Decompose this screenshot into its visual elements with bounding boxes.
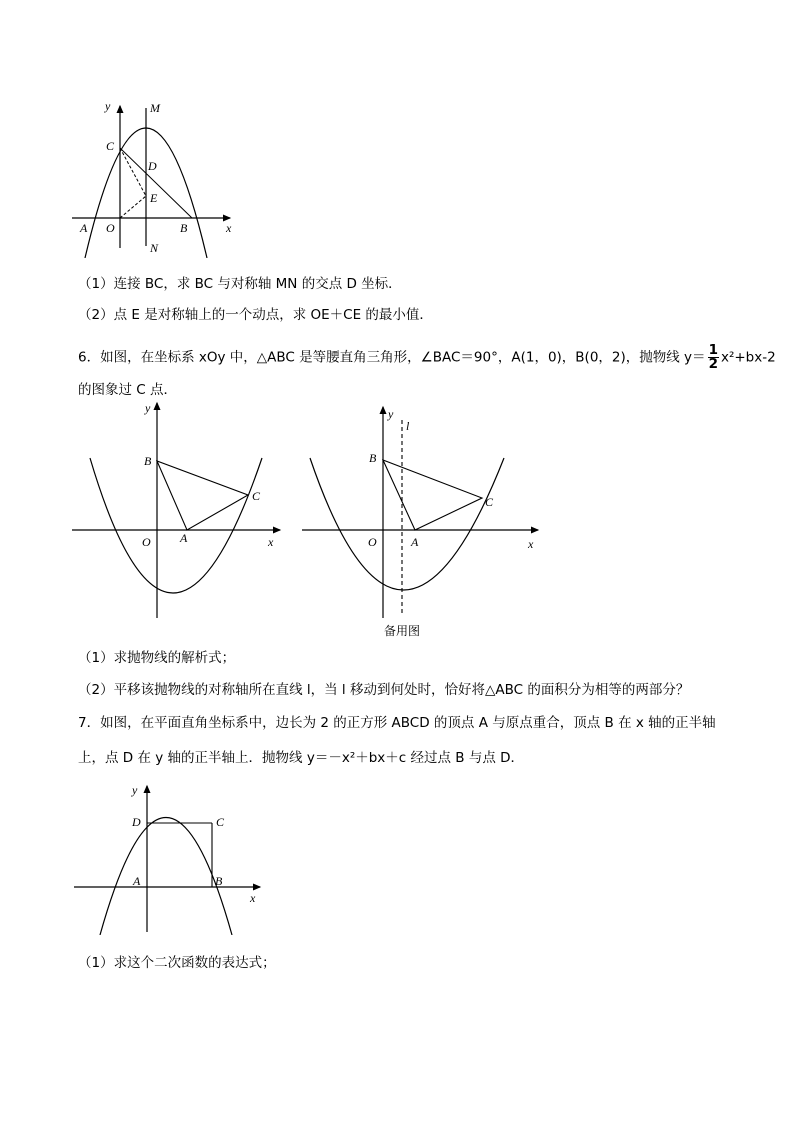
figure-caption-backup: 备用图: [384, 624, 421, 638]
label-y: y: [105, 99, 111, 113]
parabola: [90, 458, 262, 593]
label-a: A: [80, 221, 88, 235]
label-c: C: [216, 815, 225, 829]
label-b: B: [215, 874, 223, 888]
label-b: B: [369, 451, 377, 465]
q6-stem-line1: [78, 344, 776, 371]
fraction-half: [708, 344, 719, 371]
label-y: y: [132, 783, 138, 797]
label-o: O: [106, 221, 115, 235]
triangle-abc: [383, 460, 482, 530]
frac-den: 2: [708, 356, 718, 372]
label-x: x: [528, 537, 534, 551]
dashed-oe: [120, 196, 146, 218]
q7-stem-line1: 7．如图，在平面直角坐标系中，边长为 2 的正方形 ABCD 的顶点 A 与原点重合，顶点 B 在 x 轴的正半轴: [78, 715, 716, 731]
label-e: E: [150, 191, 158, 205]
q6-stem-post: x²+bx-2: [720, 349, 776, 366]
frac-num: 1: [708, 342, 718, 358]
label-b: B: [180, 221, 188, 235]
q5-part1: （1）连接 BC，求 BC 与对称轴 MN 的交点 D 坐标．: [78, 276, 402, 292]
figure-q5: [70, 98, 250, 258]
figure-q7: [70, 780, 270, 935]
label-o: O: [368, 535, 377, 549]
label-c: C: [106, 139, 115, 153]
parabola: [310, 458, 504, 590]
label-x: x: [250, 891, 256, 905]
figure-q6-left: [70, 398, 285, 620]
label-m: M: [150, 101, 160, 115]
dashed-ce: [120, 148, 146, 196]
label-n: N: [150, 241, 159, 255]
triangle-abc: [157, 461, 248, 530]
label-o: O: [142, 535, 151, 549]
label-d: D: [132, 815, 141, 829]
label-y: y: [145, 401, 151, 415]
label-x: x: [226, 221, 232, 235]
label-a: A: [180, 531, 188, 545]
figure-q6-right: [300, 402, 545, 622]
q6-part1: （1）求抛物线的解析式；: [78, 650, 236, 666]
q6-stem-pre: 6．如图，在坐标系 xOy 中，△ABC 是等腰直角三角形，∠BAC＝90°，A(1，0)，B(0，2)，抛物线 y＝: [78, 349, 706, 366]
q6-stem-line2: 的图象过 C 点．: [78, 382, 178, 398]
label-c: C: [485, 495, 494, 509]
q7-part1: （1）求这个二次函数的表达式；: [78, 955, 276, 971]
label-c: C: [252, 489, 261, 503]
label-a: A: [133, 874, 141, 888]
label-b: B: [144, 454, 152, 468]
q5-part2: （2）点 E 是对称轴上的一个动点，求 OE＋CE 的最小值．: [78, 307, 433, 323]
q6-part2: （2）平移该抛物线的对称轴所在直线 l，当 l 移动到何处时，恰好将△ABC 的面积分为相等的两部分？: [78, 682, 690, 698]
label-l: l: [406, 419, 410, 433]
label-y: y: [388, 407, 394, 421]
label-x: x: [268, 535, 274, 549]
label-a: A: [411, 535, 419, 549]
label-d: D: [148, 159, 157, 173]
q7-stem-line2: 上，点 D 在 y 轴的正半轴上．抛物线 y＝－x²＋bx＋c 经过点 B 与点 D．: [78, 750, 525, 766]
